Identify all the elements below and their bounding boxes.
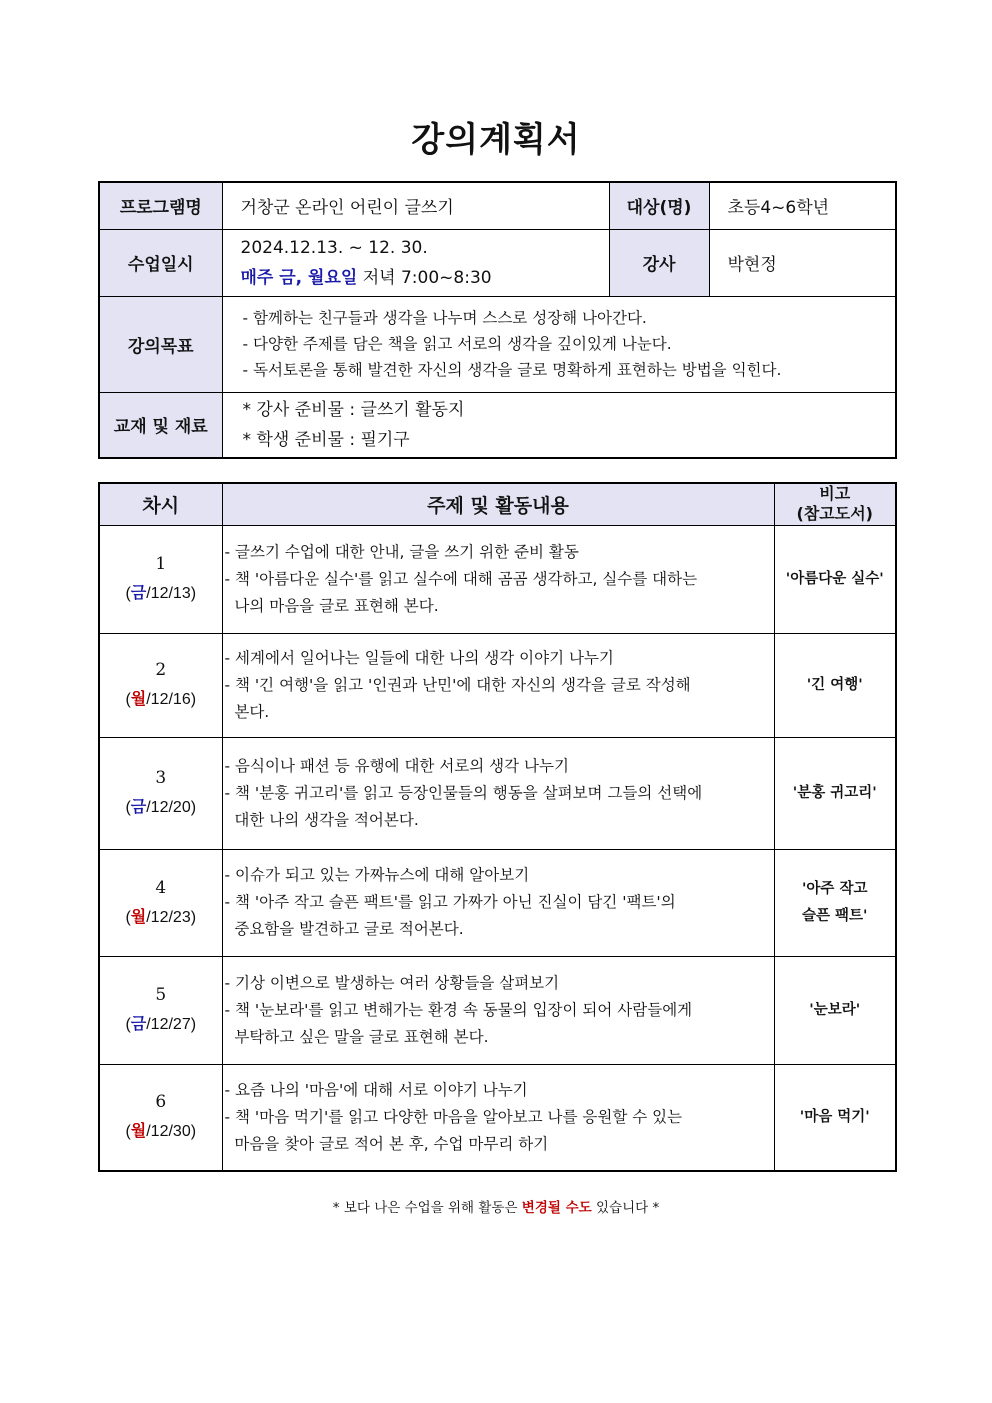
activity-line: - 책 '분홍 귀고리'를 읽고 등장인물들의 행동을 살펴보며 그들의 선택에 — [224, 783, 703, 802]
activity-line: - 음식이나 패션 등 유행에 대한 서로의 생각 나누기 — [224, 756, 569, 775]
activity-line: - 책 '아름다운 실수'를 읽고 실수에 대해 곰곰 생각하고, 실수를 대하는 — [224, 569, 698, 588]
target-label: 대상(명) — [609, 182, 709, 229]
teacher-label: 강사 — [609, 229, 709, 296]
session-cell — [99, 849, 222, 956]
session-number: 6 — [155, 1092, 167, 1113]
session-number: 4 — [155, 877, 167, 898]
table-row — [99, 633, 896, 737]
footer-text-before: * 보다 나은 수업을 위해 활동은 — [332, 1200, 522, 1216]
date-time-rest: 저녁 7:00~8:30 — [357, 267, 492, 288]
target-value: 초등4~6학년 — [709, 182, 896, 229]
activity-cell — [222, 849, 774, 956]
footer-text-after: 있습니다 * — [591, 1200, 660, 1216]
reference-book — [774, 956, 896, 1064]
session-day: 금 — [130, 585, 147, 602]
activity-cell — [222, 525, 774, 633]
session-cell — [99, 633, 222, 737]
goal-label: 강의목표 — [99, 296, 222, 392]
material-list — [222, 392, 896, 458]
session-date: (월/12/30) — [125, 1123, 197, 1141]
session-cell — [99, 525, 222, 633]
teacher-value: 박현정 — [709, 229, 896, 296]
reference-book-title: '마음 먹기' — [799, 1108, 870, 1125]
date-label: 수업일시 — [99, 229, 222, 296]
reference-book-title: '눈보라' — [809, 1001, 861, 1018]
goal-item: - 독서토론을 통해 발견한 자신의 생각을 글로 명확하게 표현하는 방법을 익힌다. — [242, 361, 782, 379]
activity-line: - 이슈가 되고 있는 가짜뉴스에 대해 알아보기 — [224, 866, 530, 884]
reference-book-title: '아주 작고 — [801, 880, 868, 897]
info-table — [98, 181, 897, 459]
material-item: * 강사 준비물 : 글쓰기 활동지 — [242, 399, 465, 420]
date-value — [222, 229, 609, 296]
reference-book — [774, 525, 896, 633]
session-header: 차시 — [99, 483, 222, 525]
session-day: 월 — [130, 691, 147, 708]
note-header-line1: 비고 — [819, 484, 851, 504]
session-cell — [99, 1064, 222, 1171]
table-row — [99, 737, 896, 849]
activity-cell — [222, 1064, 774, 1171]
activity-line: 중요함을 발견하고 글로 적어본다. — [224, 920, 464, 938]
activity-line: - 책 '마음 먹기'를 읽고 다양한 마음을 알아보고 나를 응원할 수 있는 — [224, 1107, 683, 1126]
session-date-text: /12/23) — [146, 908, 197, 926]
activity-line: 나의 마음을 글로 표현해 본다. — [224, 596, 439, 615]
session-date-text: /12/13) — [146, 585, 197, 602]
session-number: 2 — [155, 660, 167, 680]
session-cell — [99, 737, 222, 849]
activity-cell — [222, 633, 774, 737]
activity-cell — [222, 956, 774, 1064]
session-number: 1 — [155, 554, 167, 574]
reference-book — [774, 849, 896, 956]
activity-line: 본다. — [224, 702, 270, 721]
reference-book — [774, 633, 896, 737]
date-range: 2024.12.13. ~ 12. 30. — [240, 237, 428, 258]
reference-book — [774, 737, 896, 849]
activity-line: 마음을 찾아 글로 적어 본 후, 수업 마무리 하기 — [224, 1134, 549, 1153]
activity-line: 부탁하고 싶은 말을 글로 표현해 본다. — [224, 1027, 489, 1046]
note-header — [774, 483, 896, 525]
activity-line: 대한 나의 생각을 적어본다. — [224, 810, 419, 829]
reference-book-title: '긴 여행' — [806, 676, 863, 693]
program-value: 거창군 온라인 어린이 글쓰기 — [222, 182, 609, 229]
session-day: 월 — [130, 908, 147, 926]
reference-book — [774, 1064, 896, 1171]
session-day: 금 — [130, 799, 147, 816]
footer-highlight: 변경될 수도 — [521, 1200, 592, 1216]
session-date-text: /12/27) — [146, 1016, 197, 1033]
session-cell — [99, 956, 222, 1064]
session-date: (월/12/16) — [125, 691, 197, 708]
session-number: 5 — [155, 985, 167, 1005]
reference-book-title: 슬픈 팩트' — [801, 907, 868, 924]
session-day: 월 — [130, 1123, 147, 1141]
session-date-text: /12/20) — [146, 799, 197, 816]
note-header-line2: (참고도서) — [796, 504, 873, 524]
activity-line: - 책 '긴 여행'을 읽고 '인권과 난민'에 대한 자신의 생각을 글로 작성해 — [224, 675, 691, 694]
reference-book-title: '분홍 귀고리' — [792, 784, 877, 801]
program-label: 프로그램명 — [99, 182, 222, 229]
page-title: 강의계획서 — [411, 120, 581, 160]
session-day: 금 — [130, 1016, 147, 1033]
schedule-table — [98, 482, 897, 1172]
activity-line: - 책 '아주 작고 슬픈 팩트'를 읽고 가짜가 아닌 진실이 담긴 '팩트'의 — [224, 893, 676, 911]
activity-line: - 세계에서 일어나는 일들에 대한 나의 생각 이야기 나누기 — [224, 648, 614, 667]
table-row — [99, 956, 896, 1064]
material-item: * 학생 준비물 : 필기구 — [242, 429, 410, 450]
session-date: (금/12/13) — [125, 585, 197, 602]
activity-line: - 글쓰기 수업에 대한 안내, 글을 쓰기 위한 준비 활동 — [224, 542, 579, 561]
material-label: 교재 및 재료 — [99, 392, 222, 458]
session-date-text: /12/16) — [146, 691, 197, 708]
goal-item: - 다양한 주제를 담은 책을 읽고 서로의 생각을 깊이있게 나눈다. — [242, 335, 672, 353]
session-date: (금/12/20) — [125, 799, 197, 816]
session-date-text: /12/30) — [146, 1123, 197, 1141]
date-time — [241, 263, 609, 293]
session-date: (금/12/27) — [125, 1016, 197, 1033]
session-date: (월/12/23) — [125, 908, 197, 926]
table-row — [99, 849, 896, 956]
date-days-highlight: 매주 금, 월요일 — [240, 267, 358, 288]
goal-item: - 함께하는 친구들과 생각을 나누며 스스로 성장해 나아간다. — [242, 309, 647, 327]
footer-note — [0, 1196, 992, 1216]
reference-book-title: '아름다운 실수' — [785, 570, 884, 587]
goal-list — [222, 296, 896, 392]
activity-line: - 요즘 나의 '마음'에 대해 서로 이야기 나누기 — [224, 1080, 528, 1099]
activity-line: - 기상 이변으로 발생하는 여러 상황들을 살펴보기 — [224, 973, 560, 992]
table-row — [99, 1064, 896, 1171]
table-row — [99, 525, 896, 633]
activity-line: - 책 '눈보라'를 읽고 변해가는 환경 속 동물의 입장이 되어 사람들에게 — [224, 1000, 693, 1019]
session-number: 3 — [155, 768, 167, 788]
content-header: 주제 및 활동내용 — [222, 483, 774, 525]
activity-cell — [222, 737, 774, 849]
